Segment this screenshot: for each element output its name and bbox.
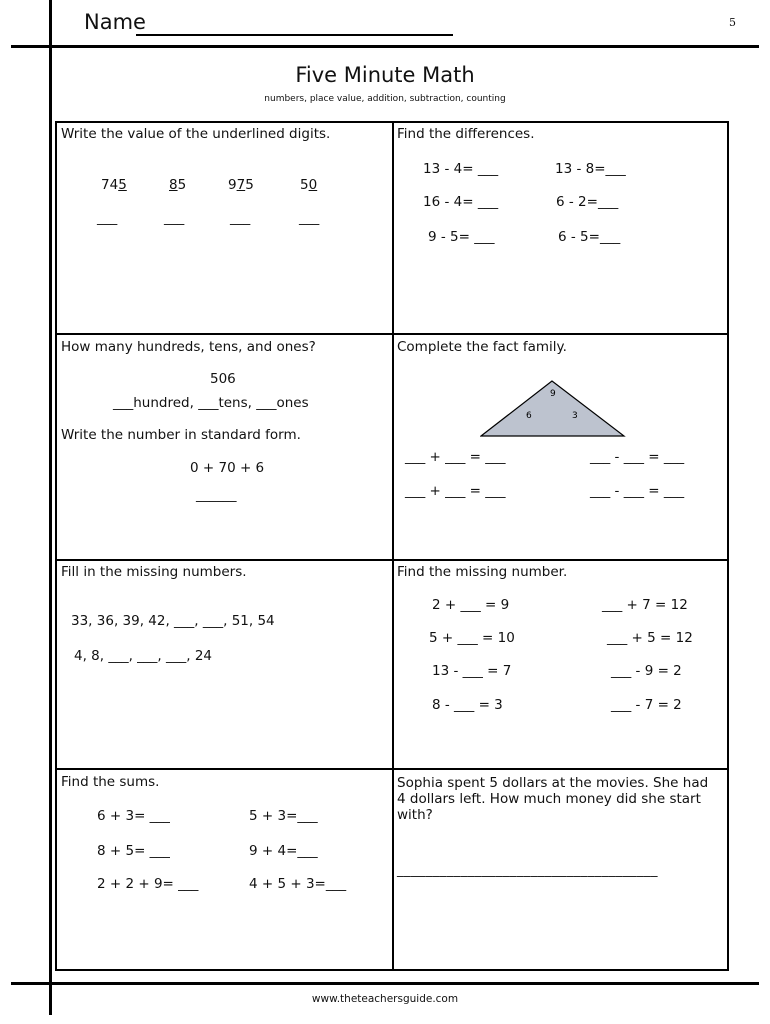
page-title: Five Minute Math bbox=[295, 63, 475, 87]
problem: 6 - 5=___ bbox=[558, 229, 621, 245]
problem: 4 + 5 + 3=___ bbox=[249, 876, 347, 892]
page-subtitle: numbers, place value, addition, subtraction, counting bbox=[264, 94, 506, 104]
header-rule bbox=[11, 45, 759, 48]
problem: ___ + 7 = 12 bbox=[602, 597, 688, 613]
standard-form-instruction: Write the number in standard form. bbox=[61, 427, 301, 443]
underlined-number: 745 bbox=[101, 177, 127, 193]
word-problem-line: Sophia spent 5 dollars at the movies. She had bbox=[397, 775, 709, 791]
fact-family-triangle bbox=[480, 380, 626, 438]
answer-blank[interactable]: ___ bbox=[97, 210, 118, 226]
problem: 2 + 2 + 9= ___ bbox=[97, 876, 199, 892]
answer-blank[interactable]: ______ bbox=[196, 487, 237, 503]
word-problem-line: with? bbox=[397, 807, 433, 823]
answer-blank[interactable]: _____________________________________ bbox=[397, 862, 658, 878]
missing-numbers-instruction: Fill in the missing numbers. bbox=[61, 564, 247, 580]
problem: 9 + 4=___ bbox=[249, 843, 318, 859]
footer-url: www.theteachersguide.com bbox=[311, 993, 459, 1005]
grid-divider-vertical bbox=[392, 121, 394, 971]
problem: 13 - ___ = 7 bbox=[432, 663, 512, 679]
differences-instruction: Find the differences. bbox=[397, 126, 535, 142]
answer-blank[interactable]: ___ bbox=[164, 210, 185, 226]
place-value-answer[interactable]: ___hundred, ___tens, ___ones bbox=[113, 395, 309, 411]
underlined-number: 975 bbox=[228, 177, 254, 193]
word-problem bbox=[397, 775, 708, 823]
problem: 9 - 5= ___ bbox=[428, 229, 495, 245]
underlined-number: 50 bbox=[300, 177, 318, 193]
grid-divider-row-2 bbox=[55, 559, 729, 561]
problem: 8 + 5= ___ bbox=[97, 843, 170, 859]
problem: 5 + ___ = 10 bbox=[429, 630, 515, 646]
name-label: Name bbox=[84, 10, 146, 34]
grid-divider-row-1 bbox=[55, 333, 729, 335]
triangle-left-number: 6 bbox=[526, 411, 532, 421]
problem: 2 + ___ = 9 bbox=[432, 597, 510, 613]
problem: 13 - 8=___ bbox=[555, 161, 626, 177]
page-number: 5 bbox=[729, 16, 736, 29]
underlined-instruction: Write the value of the underlined digits. bbox=[61, 126, 331, 142]
fact-family-equation[interactable]: ___ - ___ = ___ bbox=[590, 449, 685, 465]
problem: 16 - 4= ___ bbox=[423, 194, 499, 210]
fact-family-equation[interactable]: ___ + ___ = ___ bbox=[405, 449, 506, 465]
fact-family-equation[interactable]: ___ - ___ = ___ bbox=[590, 483, 685, 499]
problem: 6 + 3= ___ bbox=[97, 808, 170, 824]
margin-line bbox=[49, 0, 52, 1015]
underlined-number: 85 bbox=[169, 177, 187, 193]
grid-divider-row-3 bbox=[55, 768, 729, 770]
missing-number-instruction: Find the missing number. bbox=[397, 564, 568, 580]
word-problem-line: 4 dollars left. How much money did she start bbox=[397, 791, 701, 807]
triangle-right-number: 3 bbox=[572, 411, 578, 421]
problem: ___ - 9 = 2 bbox=[611, 663, 682, 679]
triangle-top-number: 9 bbox=[550, 389, 556, 399]
number-sequence[interactable]: 33, 36, 39, 42, ___, ___, 51, 54 bbox=[71, 613, 275, 629]
problem: ___ - 7 = 2 bbox=[611, 697, 682, 713]
problem: 6 - 2=___ bbox=[556, 194, 619, 210]
number-sequence[interactable]: 4, 8, ___, ___, ___, 24 bbox=[74, 648, 213, 664]
problem: ___ + 5 = 12 bbox=[607, 630, 693, 646]
expanded-form: 0 + 70 + 6 bbox=[190, 460, 265, 476]
sums-instruction: Find the sums. bbox=[61, 774, 160, 790]
place-value-number: 506 bbox=[210, 371, 236, 387]
problem: 5 + 3=___ bbox=[249, 808, 318, 824]
place-value-instruction: How many hundreds, tens, and ones? bbox=[61, 339, 316, 355]
fact-family-equation[interactable]: ___ + ___ = ___ bbox=[405, 483, 506, 499]
footer-rule bbox=[11, 982, 759, 985]
name-field[interactable] bbox=[136, 34, 453, 36]
answer-blank[interactable]: ___ bbox=[230, 210, 251, 226]
answer-blank[interactable]: ___ bbox=[299, 210, 320, 226]
problem: 13 - 4= ___ bbox=[423, 161, 499, 177]
fact-family-instruction: Complete the fact family. bbox=[397, 339, 567, 355]
problem: 8 - ___ = 3 bbox=[432, 697, 503, 713]
